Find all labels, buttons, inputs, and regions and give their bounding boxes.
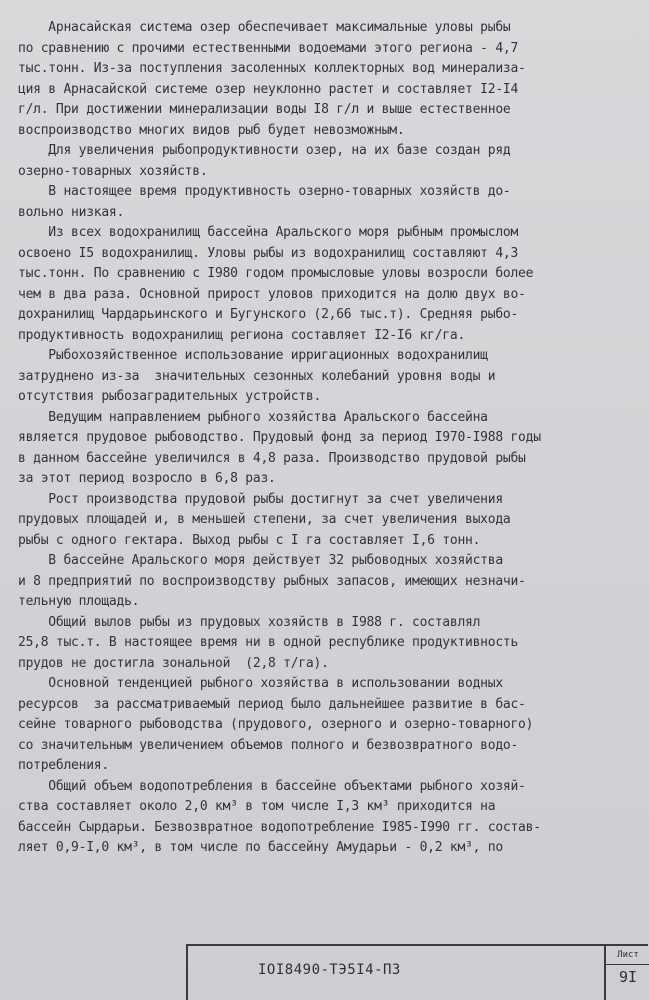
text-line: Общий вылов рыбы из прудовых хозяйств в I988 г. составлял (18, 614, 481, 630)
text-line: Основной тенденцией рыбного хозяйства в использовании водных (18, 676, 503, 691)
text-line: освоено I5 водохранилищ. Уловы рыбы из водохранилищ составляют 4,3 (18, 245, 519, 261)
sheet-column (604, 946, 649, 1000)
title-block-stamp (186, 944, 648, 1000)
body-text (18, 18, 638, 859)
text-line: Из всех водохранилищ бассейна Аральского моря рыбным промыслом (18, 225, 519, 240)
text-line: ства составляет около 2,0 км³ в том числе I,3 км³ приходится на (18, 799, 496, 814)
sheet-number: 9I (618, 968, 638, 986)
text-line: Ведущим направлением рыбного хозяйства Аральского бассейна (18, 409, 488, 425)
document-code: IOI8490-ТЭ5I4-ПЗ (258, 962, 401, 978)
text-line: Для увеличения рыбопродуктивности озер, на их базе создан ряд (18, 143, 511, 158)
text-line: прудовых площадей и, в меньшей степени, за счет увеличения выхода (18, 512, 511, 527)
text-line: Общий объем водопотребления в бассейне объектами рыбного хозяй- (18, 778, 526, 794)
text-line: Рыбохозяйственное использование ирригационных водохранилищ (18, 348, 488, 363)
text-line: потребления. (18, 758, 109, 773)
text-line: в данном бассейне увеличился в 4,8 раза. Производство прудовой рыбы (18, 450, 526, 466)
text-line: ляет 0,9-I,0 км³, в том числе по бассейну Амударьи - 0,2 км³, по (18, 840, 503, 855)
text-line: Арнасайская система озер обеспечивает максимальные уловы рыбы (18, 20, 511, 35)
text-line: рыбы с одного гектара. Выход рыбы с I га составляет I,6 тонн. (18, 532, 481, 548)
text-line: затруднено из-за значительных сезонных колебаний уровня воды и (18, 368, 496, 384)
text-line: г/л. При достижении минерализации воды I8 г/л и выше естественное (18, 102, 511, 117)
text-line: продуктивность водохранилищ региона составляет I2-I6 кг/га. (18, 327, 466, 343)
text-line: является прудовое рыбоводство. Прудовый фонд за период I970-I988 годы (18, 430, 541, 445)
text-line: тыс.тонн. По сравнению с I980 годом промысловые уловы возросли более (18, 266, 534, 281)
text-line: озерно-товарных хозяйств. (18, 163, 208, 179)
text-line: за этот период возросло в 6,8 раз. (18, 471, 276, 486)
text-line: вольно низкая. (18, 204, 125, 220)
text-line: Рост производства прудовой рыбы достигнут за счет увеличения (18, 491, 503, 507)
text-line: В настоящее время продуктивность озерно-товарных хозяйств до- (18, 184, 511, 199)
sheet-label: Лист (606, 946, 649, 965)
text-line: прудов не достигла зональной (2,8 т/га). (18, 655, 329, 671)
text-line: по сравнению с прочими естественными водоемами этого региона - 4,7 (18, 40, 519, 56)
text-line: В бассейне Аральского моря действует 32 рыбоводных хозяйства (18, 553, 503, 568)
text-line: сейне товарного рыбоводства (прудового, озерного и озерно-товарного) (18, 717, 534, 732)
text-line: со значительным увеличением объемов полного и безвозвратного водо- (18, 737, 519, 753)
text-line: бассейн Сырдарьи. Безвозвратное водопотребление I985-I990 гг. состав- (18, 819, 541, 835)
text-line: воспроизводство многих видов рыб будет невозможным. (18, 122, 405, 138)
text-line: 25,8 тыс.т. В настоящее время ни в одной республике продуктивность (18, 635, 519, 650)
text-line: дохранилищ Чардарьинского и Бугунского (2,66 тыс.т). Средняя рыбо- (18, 307, 519, 322)
text-line: тыс.тонн. Из-за поступления засоленных коллекторных вод минерализа- (18, 61, 526, 76)
text-line: и 8 предприятий по воспроизводству рыбных запасов, имеющих незначи- (18, 573, 526, 589)
text-line: тельную площадь. (18, 594, 140, 609)
text-line: отсутствия рыбозаградительных устройств. (18, 389, 322, 404)
text-line: чем в два раза. Основной прирост уловов приходится на долю двух во- (18, 286, 526, 302)
text-line: ресурсов за рассматриваемый период было дальнейшее развитие в бас- (18, 696, 526, 712)
text-line: ция в Арнасайской системе озер неуклонно растет и составляет I2-I4 (18, 81, 519, 97)
